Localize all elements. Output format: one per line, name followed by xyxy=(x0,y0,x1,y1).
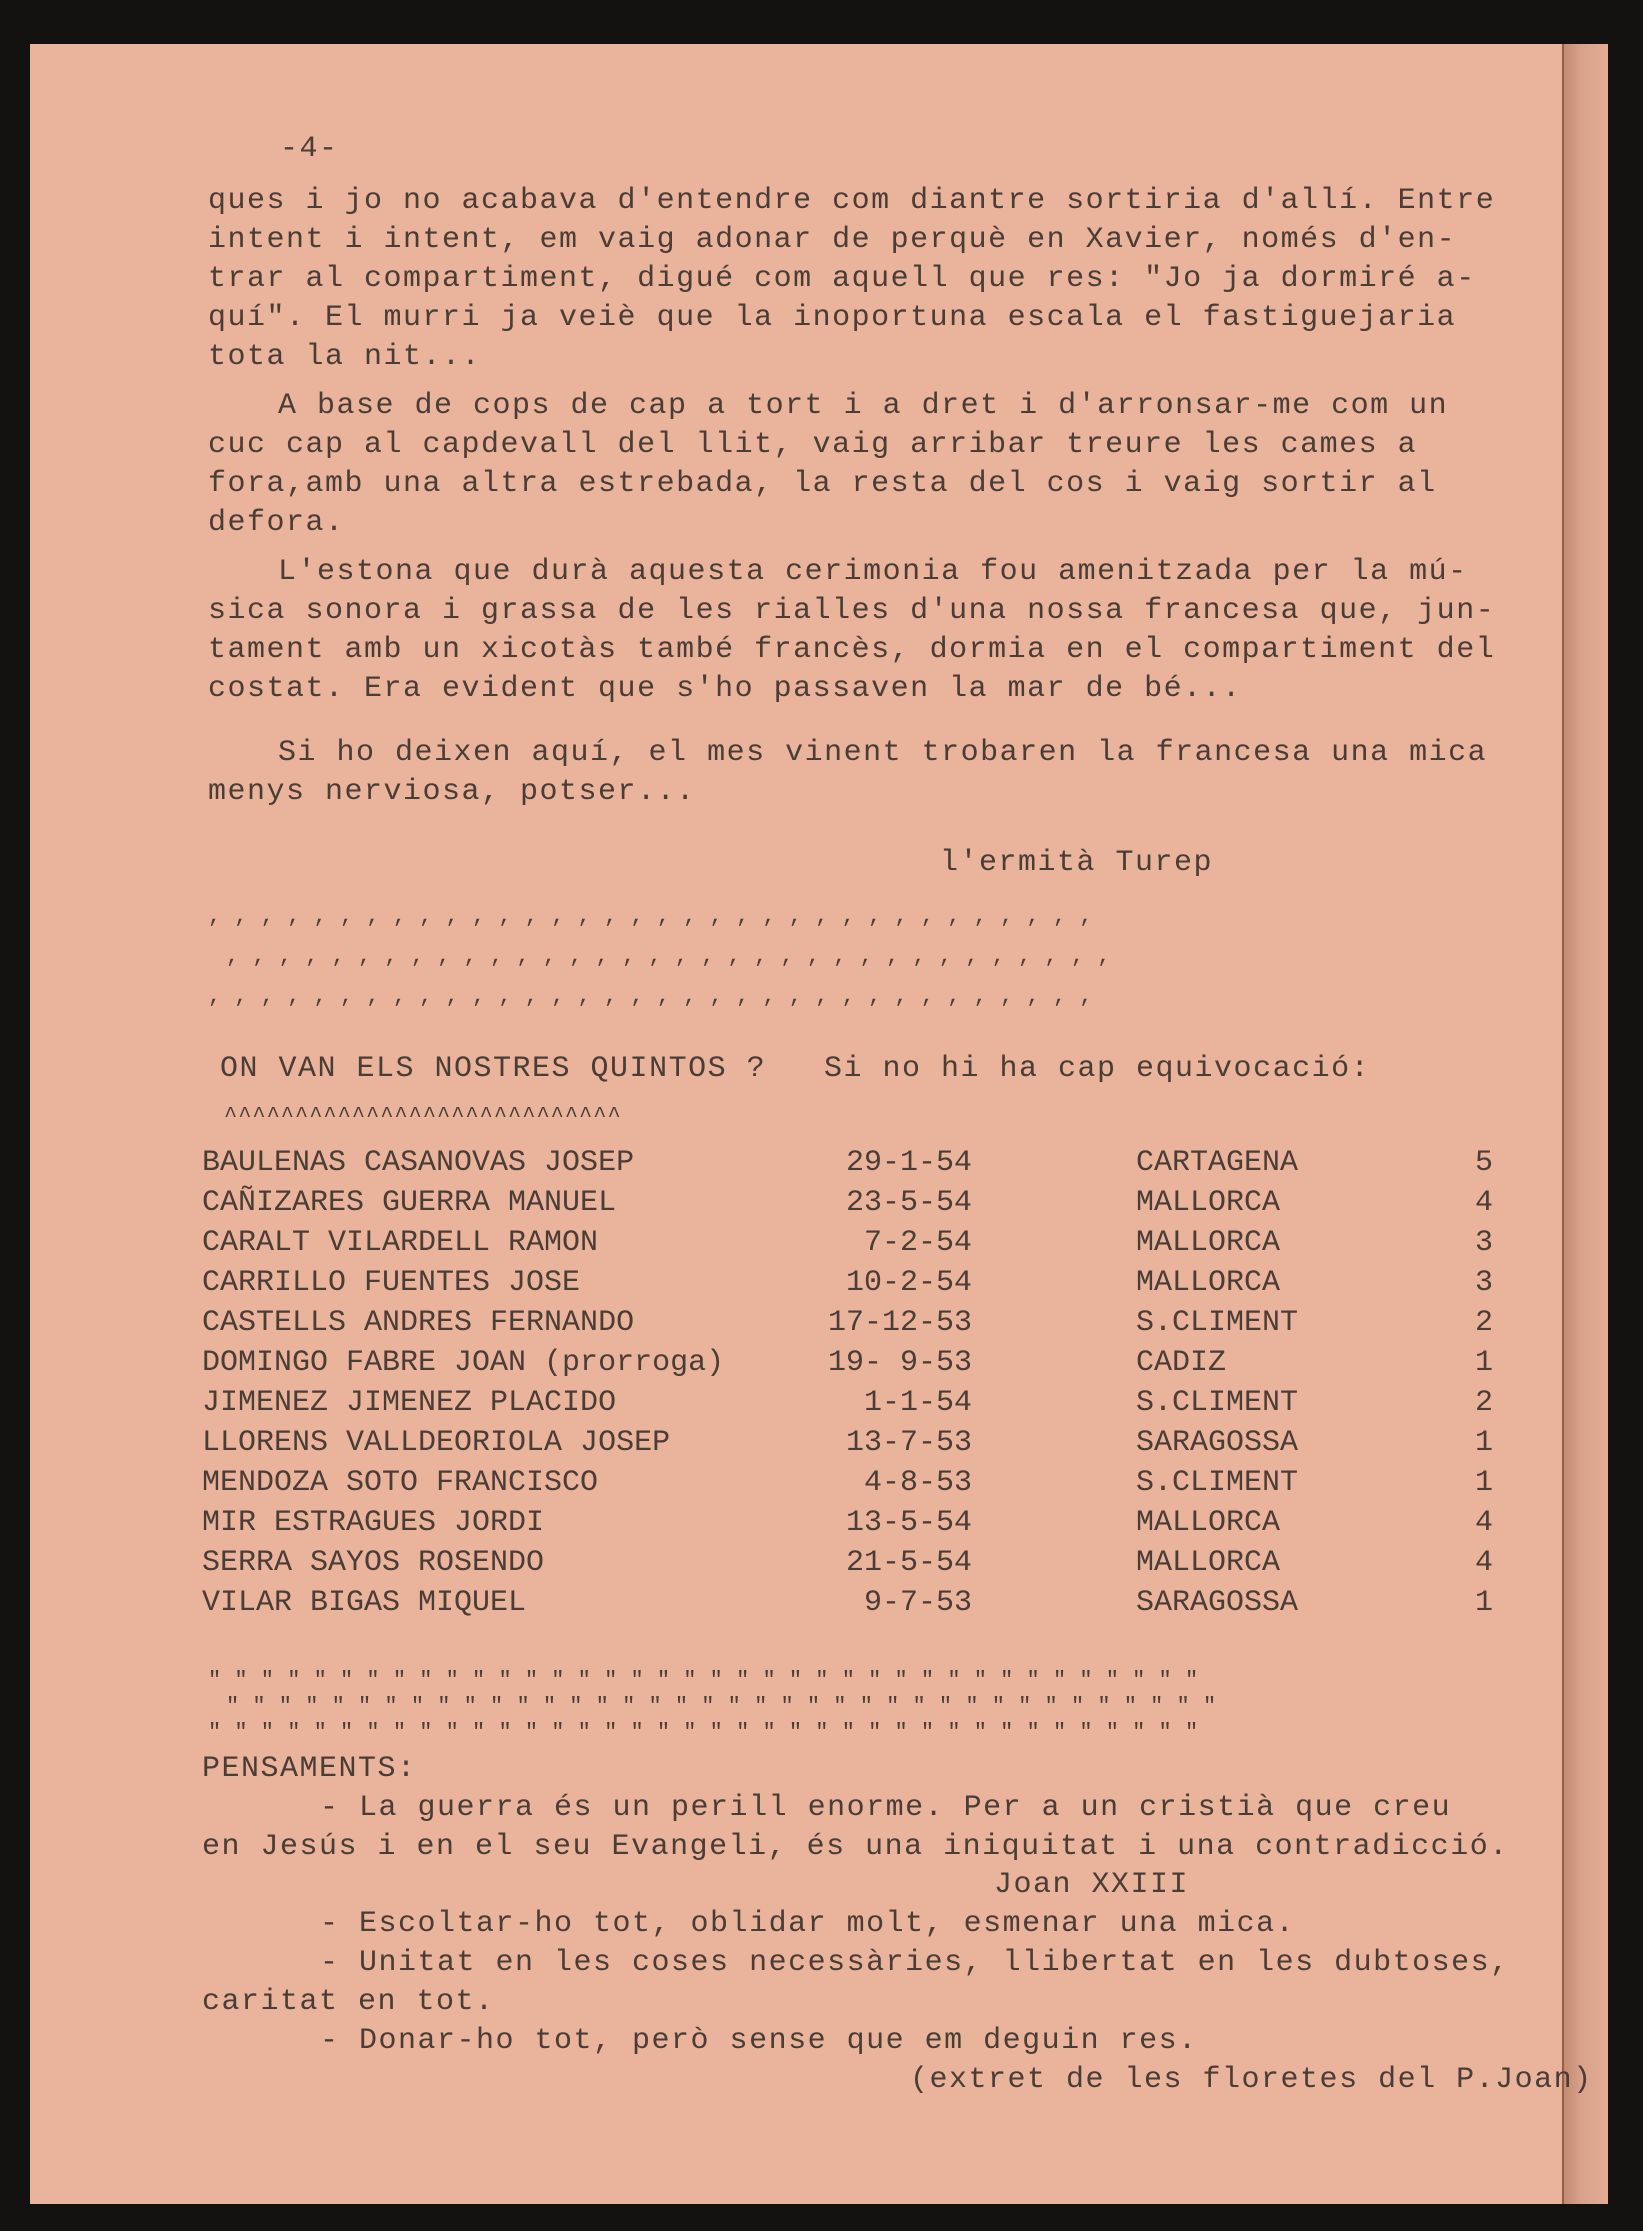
pensament-line: - Donar-ho tot, però sense que em deguin res. xyxy=(320,2024,1198,2058)
row-name: SERRA SAYOS ROSENDO xyxy=(202,1546,545,1580)
separator-quotes: " " " " " " " " " " " " " " " " " " " " " " " " " " " " " " " " " " " " " " xyxy=(208,1720,1199,1745)
row-date: 23-5-54 xyxy=(845,1186,972,1220)
row-number: 1 xyxy=(1474,1426,1493,1460)
signature: l'ermità Turep xyxy=(940,846,1214,880)
pensament-source: (extret de les floretes del P.Joan) xyxy=(910,2063,1593,2097)
row-date: 1-1-54 xyxy=(863,1386,972,1420)
row-date: 13-5-54 xyxy=(845,1506,972,1540)
row-number: 4 xyxy=(1474,1506,1493,1540)
row-date: 17-12-53 xyxy=(827,1306,972,1340)
paragraph-line: tament amb un xicotàs també francès, dormia en el compartiment del xyxy=(208,633,1496,667)
row-name: CARRILLO FUENTES JOSE xyxy=(202,1266,581,1300)
row-name: CASTELLS ANDRES FERNANDO xyxy=(202,1306,635,1340)
paragraph-line: menys nerviosa, potser... xyxy=(208,775,696,809)
paragraph-line: cuc cap al capdevall del llit, vaig arribar treure les cames a xyxy=(208,428,1418,462)
row-destination: MALLORCA xyxy=(1136,1226,1281,1260)
row-number: 1 xyxy=(1474,1586,1493,1620)
quintos-heading: ON VAN ELS NOSTRES QUINTOS ? xyxy=(220,1052,767,1086)
separator-commas: , , , , , , , , , , , , , , , , , , , , , , , , , , , , , , , , , , xyxy=(208,984,1093,1009)
pensament-line: - Unitat en les coses necessàries, llibertat en les dubtoses, xyxy=(320,1946,1510,1980)
separator-quotes: " " " " " " " " " " " " " " " " " " " " " " " " " " " " " " " " " " " " " " xyxy=(226,1694,1217,1719)
row-date: 19- 9-53 xyxy=(827,1346,972,1380)
row-destination: S.CLIMENT xyxy=(1136,1306,1299,1340)
pensament-line: - La guerra és un perill enorme. Per a un cristià que creu xyxy=(320,1791,1452,1825)
row-name: LLORENS VALLDEORIOLA JOSEP xyxy=(202,1426,671,1460)
row-destination: SARAGOSSA xyxy=(1136,1426,1299,1460)
pensament-line: en Jesús i en el seu Evangeli, és una iniquitat i una contradicció. xyxy=(202,1830,1509,1864)
pensament-line: caritat en tot. xyxy=(202,1985,495,2019)
row-date: 10-2-54 xyxy=(845,1266,972,1300)
row-destination: MALLORCA xyxy=(1136,1546,1281,1580)
row-destination: S.CLIMENT xyxy=(1136,1466,1299,1500)
paragraph-line: sica sonora i grassa de les rialles d'una nossa francesa que, jun- xyxy=(208,594,1496,628)
document-page xyxy=(30,44,1608,2204)
row-destination: SARAGOSSA xyxy=(1136,1586,1299,1620)
heading-underline: ^^^^^^^^^^^^^^^^^^^^^^^^^^^^ xyxy=(224,1104,622,1129)
row-number: 2 xyxy=(1474,1386,1493,1420)
paragraph-line: intent i intent, em vaig adonar de perquè en Xavier, només d'en- xyxy=(208,223,1457,257)
row-date: 9-7-53 xyxy=(863,1586,972,1620)
paragraph-line: fora,amb una altra estrebada, la resta del cos i vaig sortir al xyxy=(208,467,1437,501)
row-number: 1 xyxy=(1474,1346,1493,1380)
paragraph-line: ques i jo no acabava d'entendre com diantre sortiria d'allí. Entre xyxy=(208,184,1496,218)
separator-quotes: " " " " " " " " " " " " " " " " " " " " " " " " " " " " " " " " " " " " " " xyxy=(208,1668,1199,1693)
page-spine xyxy=(1562,44,1608,2204)
paragraph-line: defora. xyxy=(208,506,345,540)
paragraph-line: L'estona que durà aquesta cerimonia fou amenitzada per la mú- xyxy=(278,555,1468,589)
row-destination: S.CLIMENT xyxy=(1136,1386,1299,1420)
row-name: BAULENAS CASANOVAS JOSEP xyxy=(202,1146,635,1180)
paragraph-line: A base de cops de cap a tort i a dret i d'arronsar-me com un xyxy=(278,389,1449,423)
row-destination: CARTAGENA xyxy=(1136,1146,1299,1180)
row-number: 4 xyxy=(1474,1186,1493,1220)
paragraph-line: quí". El murri ja veiè que la inoportuna escala el fastiguejaria xyxy=(208,301,1457,335)
row-date: 13-7-53 xyxy=(845,1426,972,1460)
row-name: VILAR BIGAS MIQUEL xyxy=(202,1586,527,1620)
pensament-line: - Escoltar-ho tot, oblidar molt, esmenar una mica. xyxy=(320,1907,1296,1941)
row-destination: MALLORCA xyxy=(1136,1186,1281,1220)
quintos-subheading: Si no hi ha cap equivocació: xyxy=(824,1052,1371,1086)
row-date: 4-8-53 xyxy=(863,1466,972,1500)
row-date: 21-5-54 xyxy=(845,1546,972,1580)
row-number: 1 xyxy=(1474,1466,1493,1500)
row-name: MENDOZA SOTO FRANCISCO xyxy=(202,1466,599,1500)
row-number: 3 xyxy=(1474,1226,1493,1260)
row-destination: MALLORCA xyxy=(1136,1506,1281,1540)
row-destination: MALLORCA xyxy=(1136,1266,1281,1300)
row-date: 7-2-54 xyxy=(863,1226,972,1260)
separator-commas: , , , , , , , , , , , , , , , , , , , , , , , , , , , , , , , , , , xyxy=(208,904,1093,929)
row-name: CAÑIZARES GUERRA MANUEL xyxy=(202,1186,617,1220)
separator-commas: , , , , , , , , , , , , , , , , , , , , , , , , , , , , , , , , , , xyxy=(226,944,1111,969)
row-name: CARALT VILARDELL RAMON xyxy=(202,1226,599,1260)
row-name: MIR ESTRAGUES JORDI xyxy=(202,1506,545,1540)
row-date: 29-1-54 xyxy=(845,1146,972,1180)
row-number: 4 xyxy=(1474,1546,1493,1580)
row-name: JIMENEZ JIMENEZ PLACIDO xyxy=(202,1386,617,1420)
paragraph-line: trar al compartiment, digué com aquell que res: "Jo ja dormiré a- xyxy=(208,262,1476,296)
paragraph-line: Si ho deixen aquí, el mes vinent trobaren la francesa una mica xyxy=(278,736,1488,770)
page-number: -4- xyxy=(280,132,339,166)
row-number: 3 xyxy=(1474,1266,1493,1300)
pensament-author: Joan XXIII xyxy=(994,1868,1190,1902)
paragraph-line: tota la nit... xyxy=(208,340,482,374)
row-destination: CADIZ xyxy=(1136,1346,1227,1380)
row-number: 2 xyxy=(1474,1306,1493,1340)
row-name: DOMINGO FABRE JOAN (prorroga) xyxy=(202,1346,725,1380)
paragraph-line: costat. Era evident que s'ho passaven la mar de bé... xyxy=(208,672,1242,706)
row-number: 5 xyxy=(1474,1146,1493,1180)
pensaments-heading: PENSAMENTS: xyxy=(202,1752,417,1786)
